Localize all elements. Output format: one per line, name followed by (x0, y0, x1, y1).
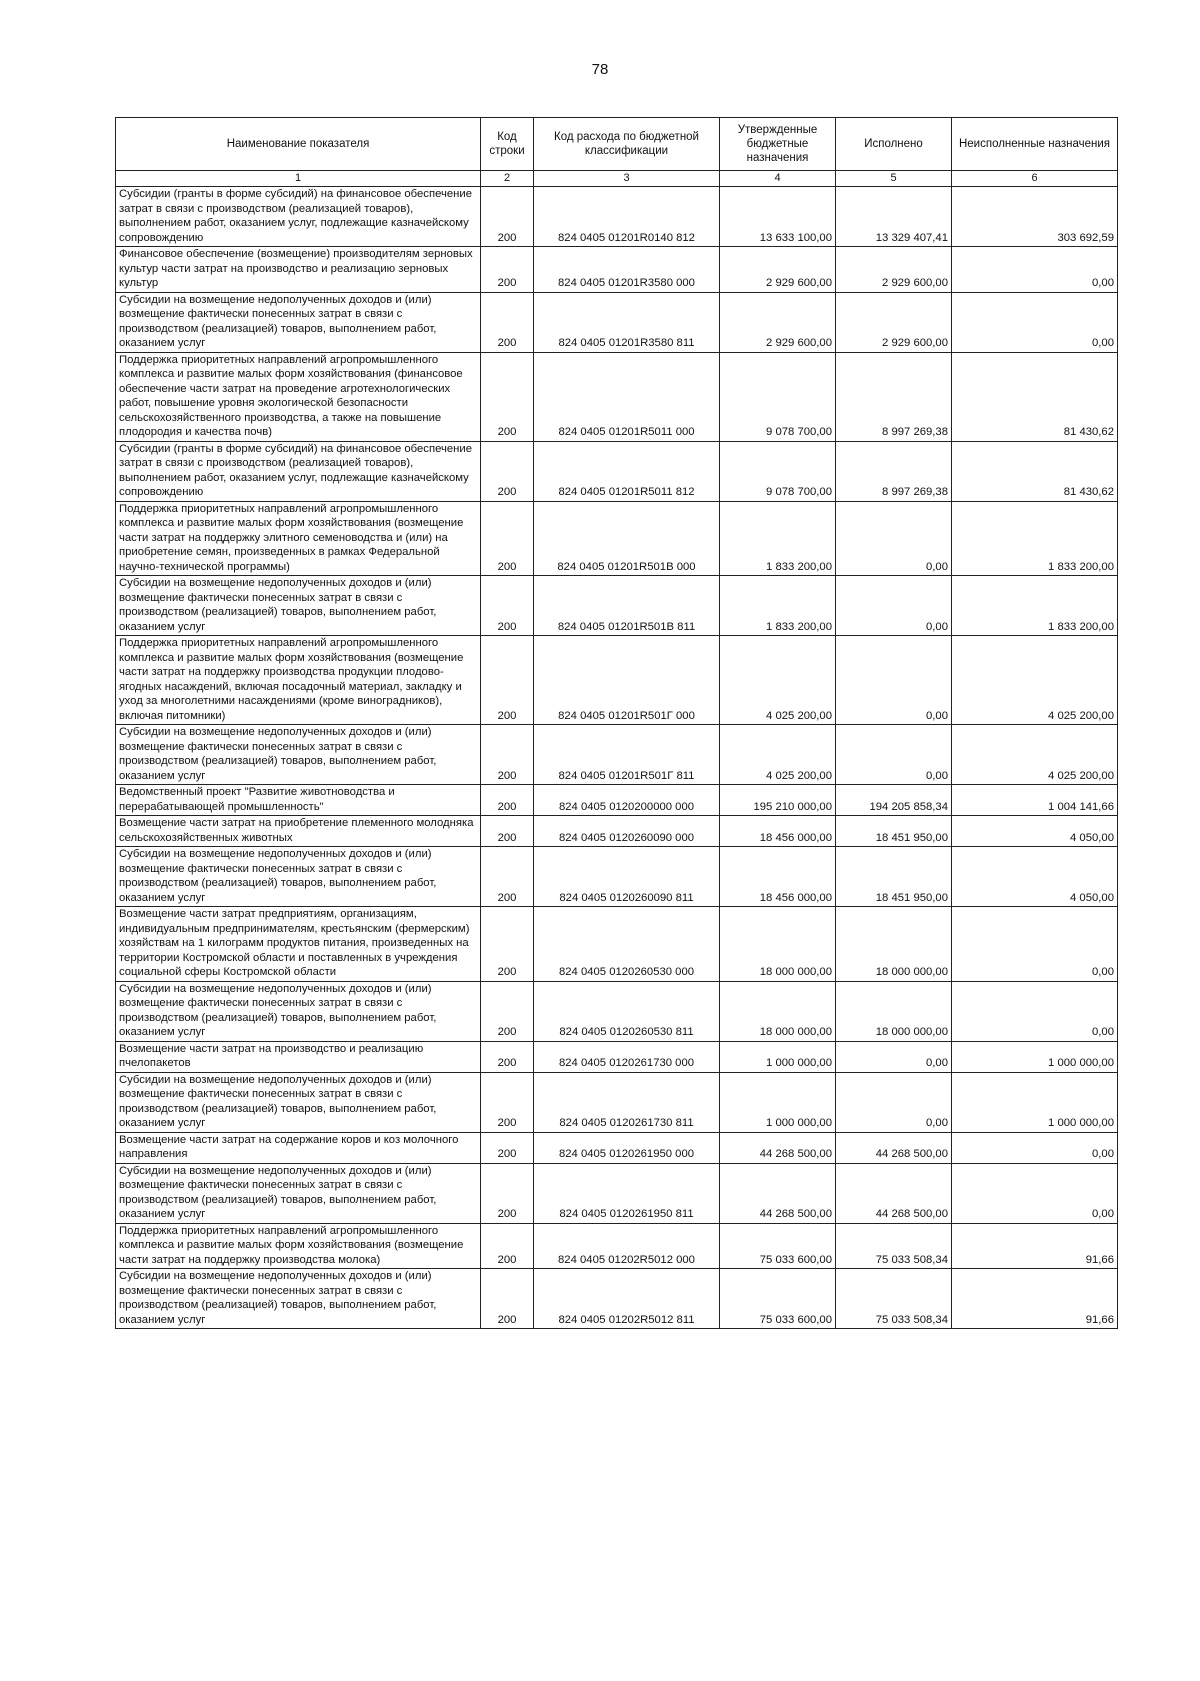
header-line-code: Код строки (481, 118, 534, 171)
table-row (116, 847, 1118, 907)
row-budget-code: 824 0405 0120261730 811 (534, 1072, 720, 1132)
row-executed: 0,00 (836, 636, 952, 725)
row-approved: 4 025 200,00 (720, 725, 836, 785)
row-line-code: 200 (481, 187, 534, 247)
row-executed: 0,00 (836, 501, 952, 576)
row-name: Возмещение части затрат на производство и реализацию пчелопакетов (116, 1041, 481, 1072)
header-row (116, 118, 1118, 171)
header-executed: Исполнено (836, 118, 952, 171)
row-unexecuted: 303 692,59 (952, 187, 1118, 247)
row-executed: 2 929 600,00 (836, 247, 952, 293)
row-name: Субсидии на возмещение недополученных доходов и (или) возмещение фактически понесенных затрат в связи с производством (реализацией) товаров, выполнением работ, оказанием услуг (116, 725, 481, 785)
row-line-code: 200 (481, 576, 534, 636)
table-row (116, 576, 1118, 636)
row-name: Субсидии на возмещение недополученных доходов и (или) возмещение фактически понесенных затрат в связи с производством (реализацией) товаров, выполнением работ, оказанием услуг (116, 1269, 481, 1329)
row-line-code: 200 (481, 725, 534, 785)
row-budget-code: 824 0405 0120260090 811 (534, 847, 720, 907)
row-budget-code: 824 0405 0120260530 811 (534, 981, 720, 1041)
row-executed: 0,00 (836, 1041, 952, 1072)
table-row (116, 1132, 1118, 1163)
row-unexecuted: 0,00 (952, 247, 1118, 293)
row-executed: 0,00 (836, 1072, 952, 1132)
row-line-code: 200 (481, 1072, 534, 1132)
table-row (116, 1041, 1118, 1072)
row-budget-code: 824 0405 01201R501В 000 (534, 501, 720, 576)
row-name: Субсидии (гранты в форме субсидий) на финансовое обеспечение затрат в связи с производством (реализацией товаров), выполнением работ, оказанием услуг, подлежащие казначейскому сопровождению (116, 441, 481, 501)
row-name: Возмещение части затрат на содержание коров и коз молочного направления (116, 1132, 481, 1163)
row-budget-code: 824 0405 01201R501В 811 (534, 576, 720, 636)
row-executed: 18 451 950,00 (836, 847, 952, 907)
table-row (116, 292, 1118, 352)
row-approved: 9 078 700,00 (720, 441, 836, 501)
row-approved: 44 268 500,00 (720, 1132, 836, 1163)
row-executed: 18 000 000,00 (836, 907, 952, 982)
row-executed: 18 000 000,00 (836, 981, 952, 1041)
row-budget-code: 824 0405 01201R3580 811 (534, 292, 720, 352)
table-body (116, 187, 1118, 1329)
row-line-code: 200 (481, 1223, 534, 1269)
row-executed: 75 033 508,34 (836, 1223, 952, 1269)
row-name: Ведомственный проект "Развитие животноводства и перерабатывающей промышленность" (116, 785, 481, 816)
row-name: Возмещение части затрат на приобретение племенного молодняка сельскохозяйственных животных (116, 816, 481, 847)
row-executed: 8 997 269,38 (836, 441, 952, 501)
row-budget-code: 824 0405 01202R5012 000 (534, 1223, 720, 1269)
column-number-row (116, 171, 1118, 187)
row-unexecuted: 0,00 (952, 1132, 1118, 1163)
page-number: 78 (591, 61, 609, 78)
row-executed: 0,00 (836, 576, 952, 636)
row-unexecuted: 4 050,00 (952, 816, 1118, 847)
row-budget-code: 824 0405 01202R5012 811 (534, 1269, 720, 1329)
row-name: Субсидии на возмещение недополученных доходов и (или) возмещение фактически понесенных затрат в связи с производством (реализацией) товаров, выполнением работ, оказанием услуг (116, 981, 481, 1041)
row-unexecuted: 81 430,62 (952, 352, 1118, 441)
row-approved: 2 929 600,00 (720, 292, 836, 352)
row-executed: 0,00 (836, 725, 952, 785)
table-row (116, 907, 1118, 982)
row-approved: 1 000 000,00 (720, 1072, 836, 1132)
row-unexecuted: 0,00 (952, 981, 1118, 1041)
row-name: Субсидии (гранты в форме субсидий) на финансовое обеспечение затрат в связи с производством (реализацией товаров), выполнением работ, оказанием услуг, подлежащие казначейскому сопровождению (116, 187, 481, 247)
row-unexecuted: 4 025 200,00 (952, 636, 1118, 725)
row-unexecuted: 0,00 (952, 907, 1118, 982)
row-executed: 75 033 508,34 (836, 1269, 952, 1329)
row-unexecuted: 91,66 (952, 1269, 1118, 1329)
row-name: Поддержка приоритетных направлений агропромышленного комплекса и развитие малых форм хозяйствования (возмещение части затрат на поддержку производства молока) (116, 1223, 481, 1269)
row-approved: 18 456 000,00 (720, 847, 836, 907)
row-unexecuted: 1 000 000,00 (952, 1072, 1118, 1132)
row-unexecuted: 81 430,62 (952, 441, 1118, 501)
row-budget-code: 824 0405 0120261950 811 (534, 1163, 720, 1223)
row-line-code: 200 (481, 352, 534, 441)
row-line-code: 200 (481, 1041, 534, 1072)
row-budget-code: 824 0405 0120260530 000 (534, 907, 720, 982)
row-approved: 18 000 000,00 (720, 981, 836, 1041)
row-approved: 195 210 000,00 (720, 785, 836, 816)
row-line-code: 200 (481, 636, 534, 725)
row-line-code: 200 (481, 441, 534, 501)
row-line-code: 200 (481, 785, 534, 816)
row-name: Субсидии на возмещение недополученных доходов и (или) возмещение фактически понесенных затрат в связи с производством (реализацией) товаров, выполнением работ, оказанием услуг (116, 847, 481, 907)
row-executed: 18 451 950,00 (836, 816, 952, 847)
row-unexecuted: 1 004 141,66 (952, 785, 1118, 816)
row-unexecuted: 0,00 (952, 1163, 1118, 1223)
table-row (116, 501, 1118, 576)
column-number: 4 (720, 171, 836, 187)
row-line-code: 200 (481, 1163, 534, 1223)
row-approved: 75 033 600,00 (720, 1269, 836, 1329)
budget-execution-table (115, 117, 1118, 1329)
column-number: 1 (116, 171, 481, 187)
row-budget-code: 824 0405 0120261950 000 (534, 1132, 720, 1163)
row-budget-code: 824 0405 0120200000 000 (534, 785, 720, 816)
row-name: Поддержка приоритетных направлений агропромышленного комплекса и развитие малых форм хозяйствования (возмещение части затрат на поддержку элитного семеноводства и (или) на приобретение семян, произведенных в рамках Федеральной научно-технической программы) (116, 501, 481, 576)
row-budget-code: 824 0405 01201R3580 000 (534, 247, 720, 293)
row-name: Поддержка приоритетных направлений агропромышленного комплекса и развитие малых форм хозяйствования (финансовое обеспечение части затрат на проведение агротехнологических работ, повышение уровня экологической безопасности сельскохозяйственного производства, а также на повышение плодородия и качества почв) (116, 352, 481, 441)
table-row (116, 1269, 1118, 1329)
column-number: 3 (534, 171, 720, 187)
row-budget-code: 824 0405 01201R5011 812 (534, 441, 720, 501)
row-approved: 4 025 200,00 (720, 636, 836, 725)
row-approved: 18 456 000,00 (720, 816, 836, 847)
row-line-code: 200 (481, 247, 534, 293)
row-executed: 8 997 269,38 (836, 352, 952, 441)
table-row (116, 441, 1118, 501)
row-executed: 13 329 407,41 (836, 187, 952, 247)
row-unexecuted: 1 833 200,00 (952, 576, 1118, 636)
row-approved: 1 833 200,00 (720, 576, 836, 636)
column-number: 2 (481, 171, 534, 187)
table-row (116, 187, 1118, 247)
row-line-code: 200 (481, 816, 534, 847)
table-row (116, 1072, 1118, 1132)
row-executed: 2 929 600,00 (836, 292, 952, 352)
row-unexecuted: 1 833 200,00 (952, 501, 1118, 576)
row-name: Субсидии на возмещение недополученных доходов и (или) возмещение фактически понесенных затрат в связи с производством (реализацией) товаров, выполнением работ, оказанием услуг (116, 1072, 481, 1132)
row-budget-code: 824 0405 01201R5011 000 (534, 352, 720, 441)
row-approved: 75 033 600,00 (720, 1223, 836, 1269)
header-name: Наименование показателя (116, 118, 481, 171)
row-unexecuted: 4 050,00 (952, 847, 1118, 907)
row-line-code: 200 (481, 1132, 534, 1163)
row-unexecuted: 91,66 (952, 1223, 1118, 1269)
table-row (116, 1163, 1118, 1223)
table-row (116, 981, 1118, 1041)
row-approved: 9 078 700,00 (720, 352, 836, 441)
row-unexecuted: 0,00 (952, 292, 1118, 352)
row-executed: 194 205 858,34 (836, 785, 952, 816)
row-line-code: 200 (481, 981, 534, 1041)
row-budget-code: 824 0405 01201R0140 812 (534, 187, 720, 247)
column-number: 6 (952, 171, 1118, 187)
row-name: Возмещение части затрат предприятиям, организациям, индивидуальным предпринимателям, крестьянским (фермерским) хозяйствам на 1 килограмм продуктов питания, произведенных на территории Костромской области и поставленных в учреждения социальной сферы Костромской области (116, 907, 481, 982)
table-row (116, 725, 1118, 785)
header-unexecuted: Неисполненные назначения (952, 118, 1118, 171)
row-approved: 18 000 000,00 (720, 907, 836, 982)
row-line-code: 200 (481, 292, 534, 352)
row-name: Финансовое обеспечение (возмещение) производителям зерновых культур части затрат на производство и реализацию зерновых культур (116, 247, 481, 293)
row-line-code: 200 (481, 847, 534, 907)
row-unexecuted: 4 025 200,00 (952, 725, 1118, 785)
table-row (116, 1223, 1118, 1269)
header-budget-code: Код расхода по бюджетной классификации (534, 118, 720, 171)
row-approved: 44 268 500,00 (720, 1163, 836, 1223)
row-executed: 44 268 500,00 (836, 1132, 952, 1163)
header-approved: Утвержденные бюджетные назначения (720, 118, 836, 171)
row-budget-code: 824 0405 0120261730 000 (534, 1041, 720, 1072)
row-budget-code: 824 0405 01201R501Г 811 (534, 725, 720, 785)
row-budget-code: 824 0405 0120260090 000 (534, 816, 720, 847)
table-row (116, 816, 1118, 847)
row-unexecuted: 1 000 000,00 (952, 1041, 1118, 1072)
row-line-code: 200 (481, 907, 534, 982)
row-executed: 44 268 500,00 (836, 1163, 952, 1223)
column-number: 5 (836, 171, 952, 187)
table-row (116, 636, 1118, 725)
row-budget-code: 824 0405 01201R501Г 000 (534, 636, 720, 725)
row-line-code: 200 (481, 501, 534, 576)
table-row (116, 785, 1118, 816)
row-approved: 2 929 600,00 (720, 247, 836, 293)
row-name: Субсидии на возмещение недополученных доходов и (или) возмещение фактически понесенных затрат в связи с производством (реализацией) товаров, выполнением работ, оказанием услуг (116, 292, 481, 352)
table-row (116, 352, 1118, 441)
row-name: Субсидии на возмещение недополученных доходов и (или) возмещение фактически понесенных затрат в связи с производством (реализацией) товаров, выполнением работ, оказанием услуг (116, 1163, 481, 1223)
row-approved: 1 833 200,00 (720, 501, 836, 576)
row-name: Поддержка приоритетных направлений агропромышленного комплекса и развитие малых форм хозяйствования (возмещение части затрат на поддержку производства продукции плодово-ягодных насаждений, включая посадочный материал, закладку и уход за многолетними насаждениями (кроме виноградников), включая питомники) (116, 636, 481, 725)
row-approved: 13 633 100,00 (720, 187, 836, 247)
table-row (116, 247, 1118, 293)
row-approved: 1 000 000,00 (720, 1041, 836, 1072)
row-name: Субсидии на возмещение недополученных доходов и (или) возмещение фактически понесенных затрат в связи с производством (реализацией) товаров, выполнением работ, оказанием услуг (116, 576, 481, 636)
row-line-code: 200 (481, 1269, 534, 1329)
